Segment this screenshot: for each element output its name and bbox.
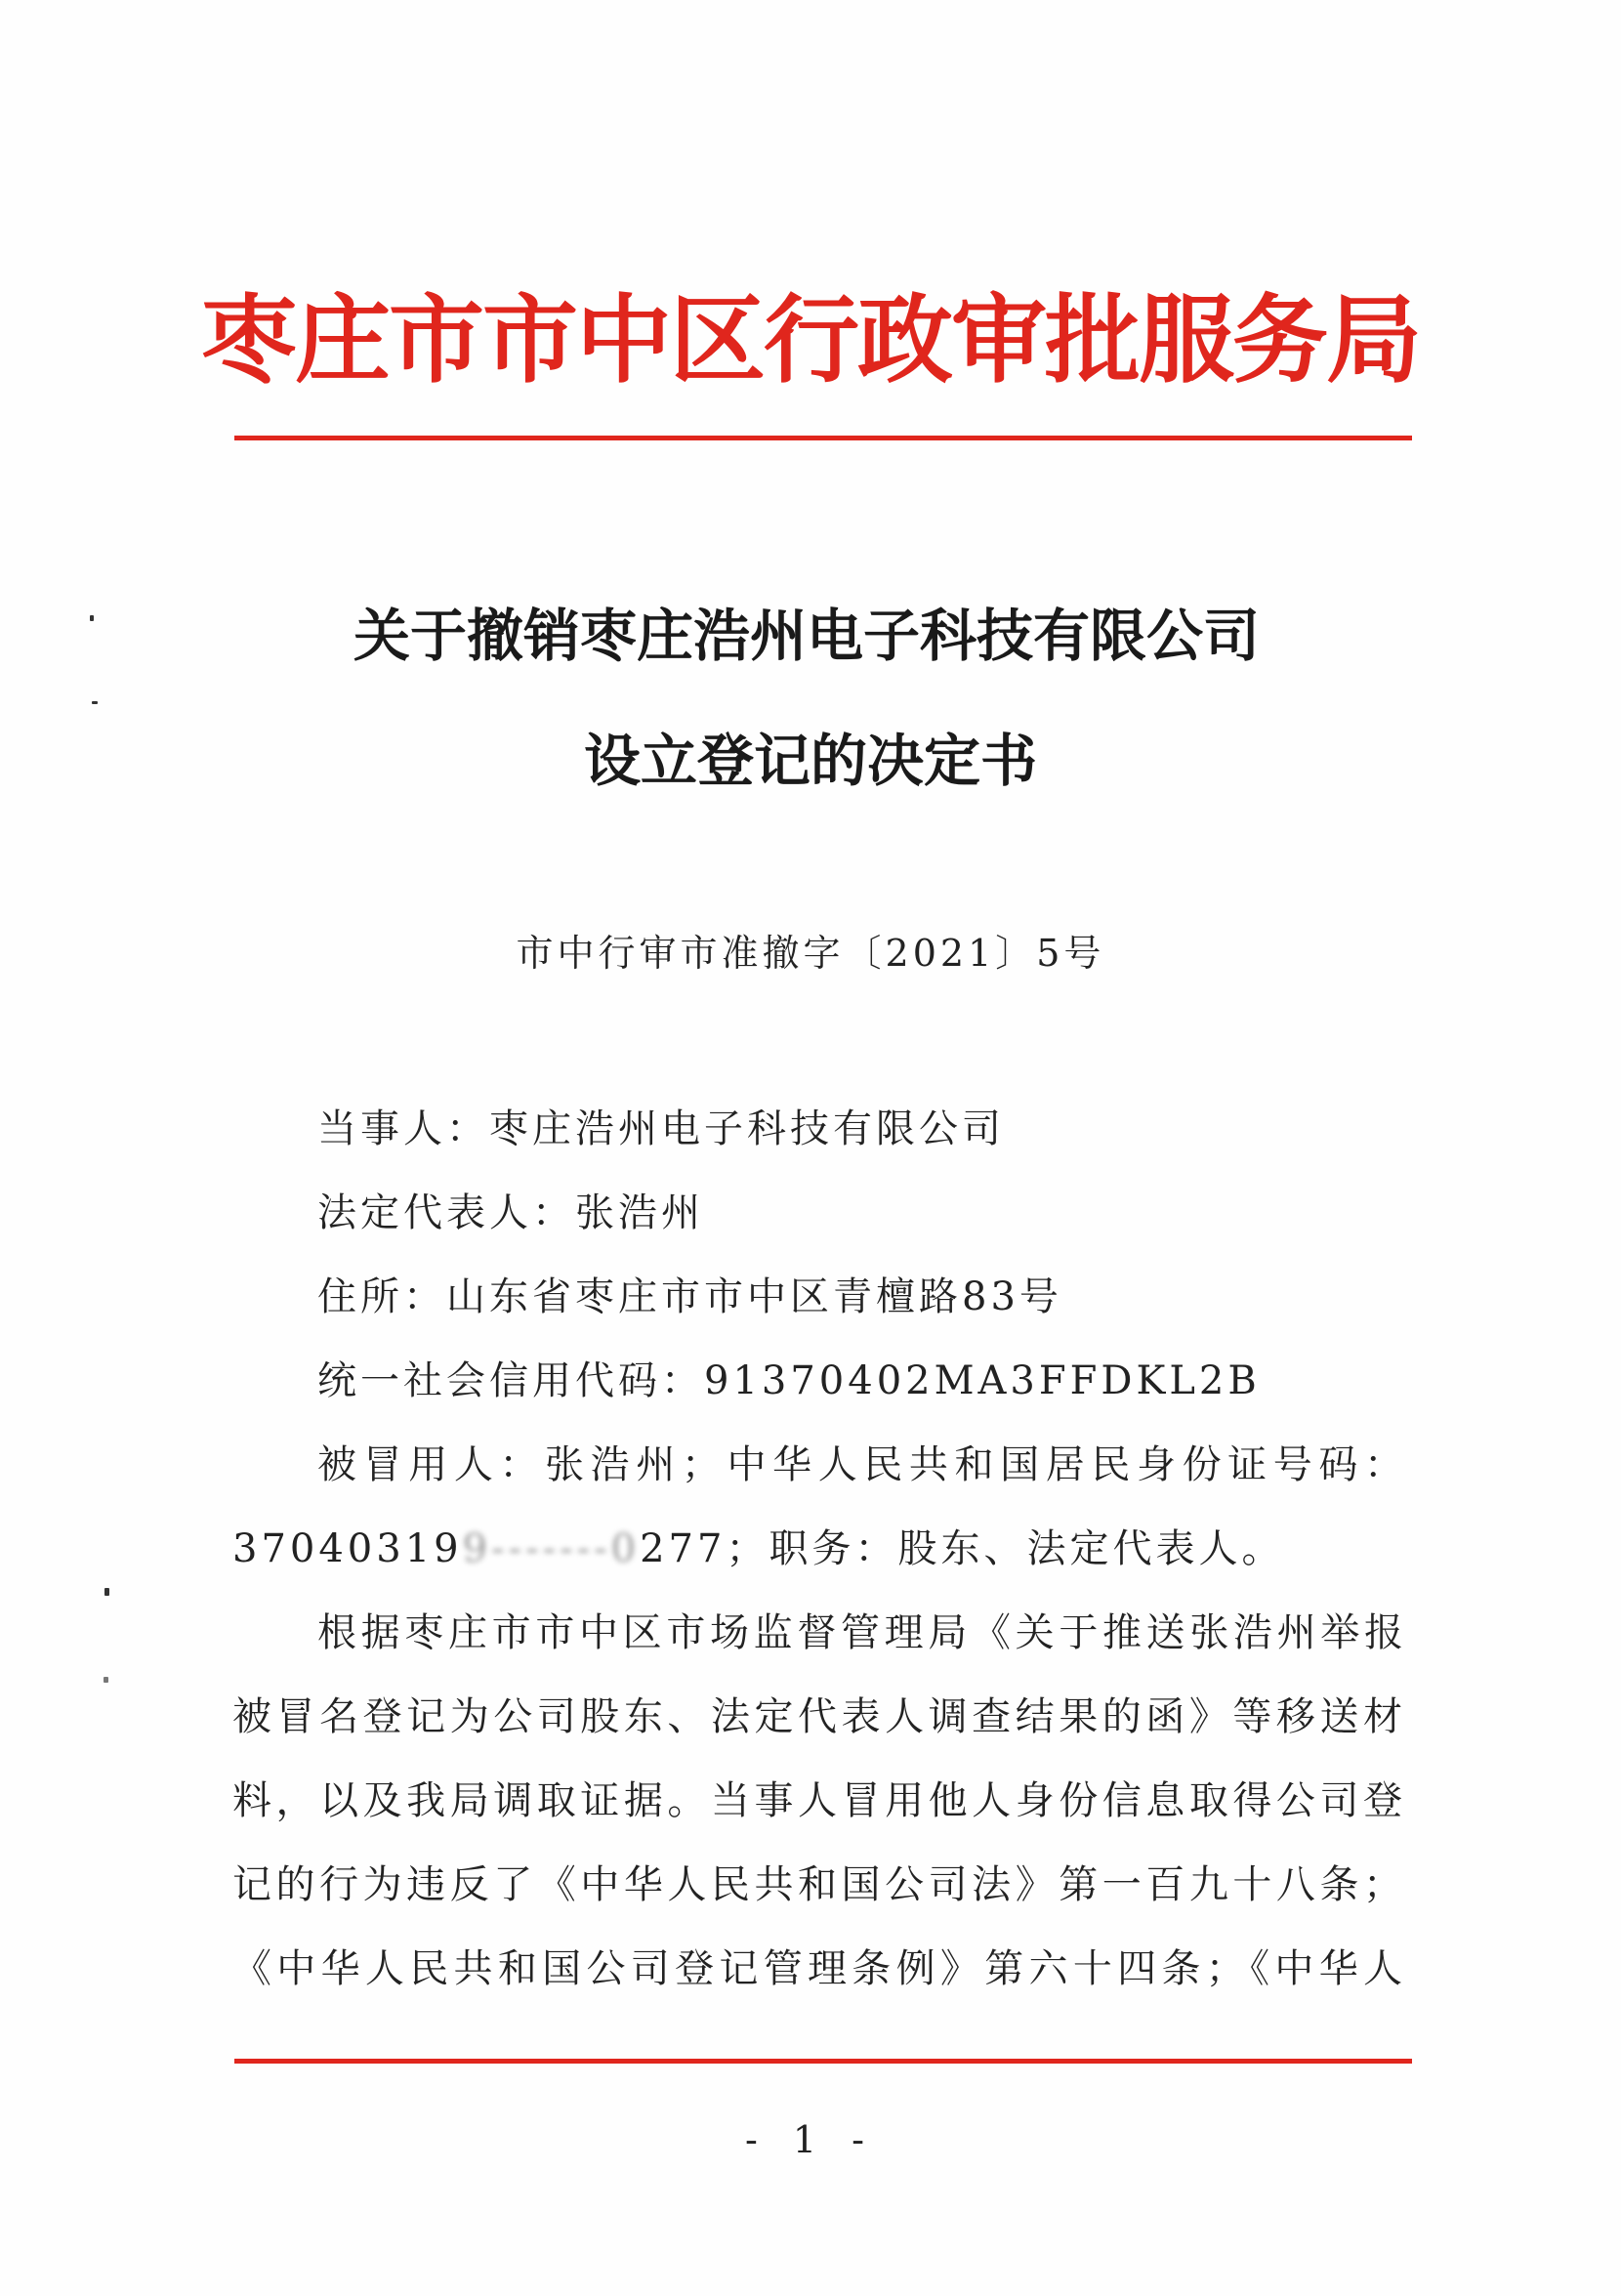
id-number-line: [232, 1526, 1285, 1571]
body-paragraph-line: 《中华人民共和国公司登记管理条例》第六十四条；《中华人: [232, 1946, 1402, 1991]
scan-mark: [92, 701, 98, 704]
credit-code: 统一社会信用代码：91370402MA3FFDKL2B: [317, 1358, 1261, 1403]
legal-representative: 法定代表人：张浩州: [317, 1190, 704, 1235]
id-number-suffix: 277；职务：股东、法定代表人。: [640, 1526, 1285, 1571]
page-number: - 1 -: [744, 2118, 876, 2161]
party-name: 当事人：枣庄浩州电子科技有限公司: [317, 1106, 1005, 1151]
scan-mark: [90, 615, 94, 621]
document-title-line-1: 关于撤销枣庄浩州电子科技有限公司: [353, 603, 1260, 669]
letterhead-red-rule: [234, 436, 1412, 440]
id-number-redacted: 9-------0: [462, 1526, 641, 1571]
scan-mark: [104, 1677, 108, 1683]
id-number-prefix: 37040319: [232, 1526, 463, 1571]
body-paragraph-line: 被冒名登记为公司股东、法定代表人调查结果的函》等移送材: [232, 1694, 1402, 1739]
body-paragraph-line: 记的行为违反了《中华人民共和国公司法》第一百九十八条；: [232, 1862, 1402, 1907]
document-number: 市中行审市准撤字〔2021〕5号: [516, 932, 1105, 975]
party-address: 住所：山东省枣庄市市中区青檀路83号: [317, 1274, 1062, 1319]
body-paragraph-line: 根据枣庄市市中区市场监督管理局《关于推送张浩州举报: [317, 1610, 1403, 1655]
footer-red-rule: [234, 2059, 1412, 2064]
agency-letterhead: 枣庄市市中区行政审批服务局: [200, 285, 1420, 397]
impersonated-person: 被冒用人：张浩州；中华人民共和国居民身份证号码：: [317, 1442, 1403, 1487]
scan-mark: [104, 1588, 109, 1596]
document-title-line-2: 设立登记的决定书: [583, 728, 1037, 794]
body-paragraph-line: 料，以及我局调取证据。当事人冒用他人身份信息取得公司登: [232, 1778, 1402, 1823]
